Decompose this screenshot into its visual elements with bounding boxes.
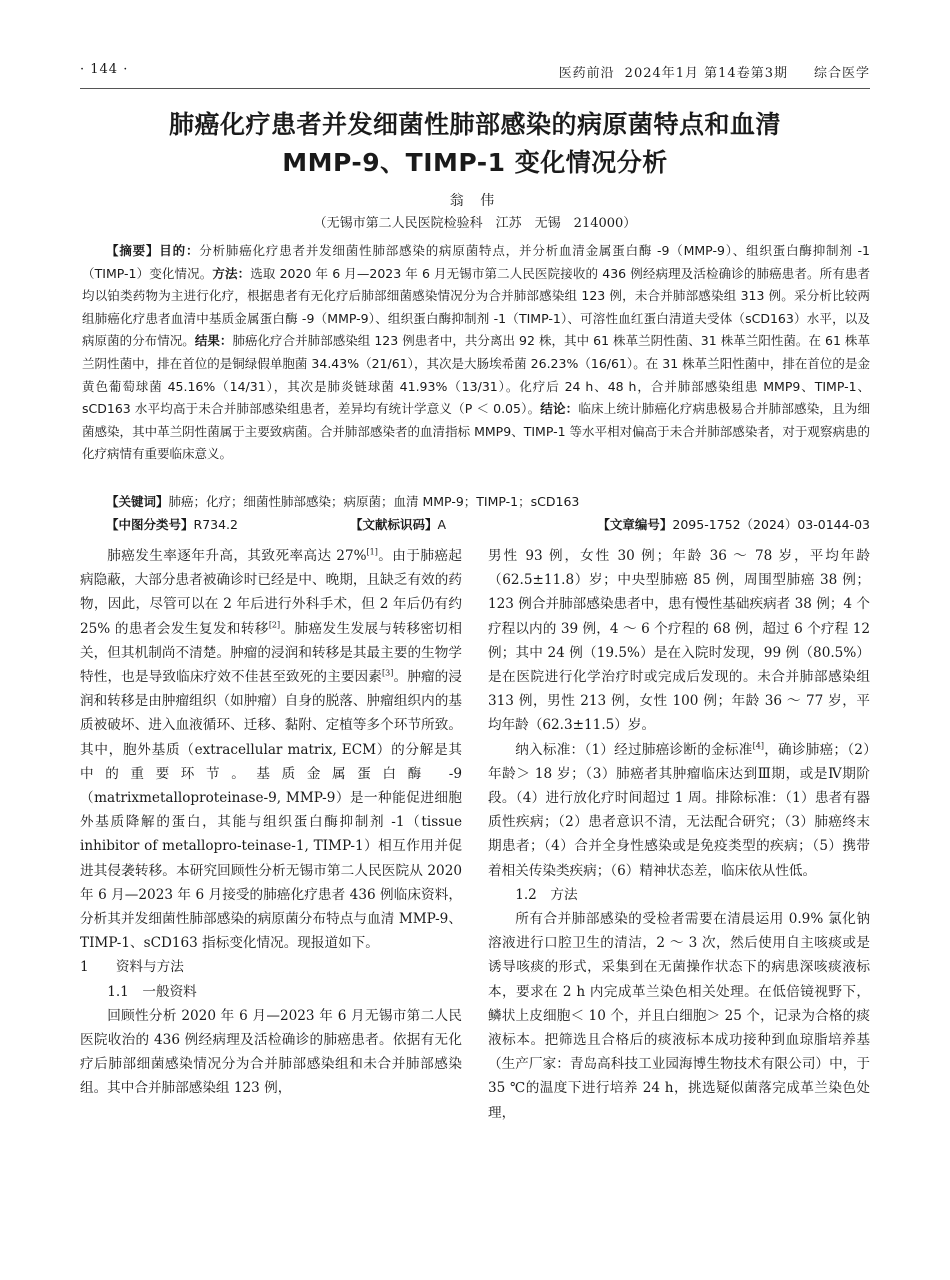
keywords bbox=[106, 492, 870, 510]
method-label: 方法： bbox=[212, 265, 251, 281]
abstract-objective: 分析肺癌化疗患者并发细菌性肺部感染的病原菌特点，并分析血清金属蛋白酶 -9（MMP-9）、组织蛋白酶抑制剂 -1（TIMP-1）变化情况。 bbox=[82, 243, 870, 281]
abstract-method: 选取 2020 年 6 月—2023 年 6 月无锡市第二人民医院接收的 436 例经病理及活检确诊的肺癌患者。所有患者均以铂类药物为主进行化疗，根据患者有无化疗后肺部细菌感染情况分为合并肺部感染组 123 例，未合并肺部感染组 313 例。采分析比较两组肺癌化疗患者血清中基质金属蛋白酶 -9（MMP-9）、组织蛋白酶抑制剂 -1（TIMP-1）、可溶性血红蛋白清道夫受体（sCD163）水平，以及病原菌的分布情况。 bbox=[82, 265, 870, 349]
journal-section: 综合医学 bbox=[813, 66, 870, 81]
keywords-text: 肺癌；化疗；细菌性肺部感染；病原菌；血清 MMP-9；TIMP-1；sCD163 bbox=[168, 494, 580, 509]
abstract-result: 肺癌化疗合并肺部感染组 123 例患者中，共分离出 92 株，其中 61 株革兰阴性菌、31 株革兰阳性菌。在 61 株革兰阴性菌中，排在首位的是铜绿假单胞菌 34.43%（21/61），其次是大肠埃希菌 26.23%（16/61）。在 31 株革兰阳性菌中，排在首位的是金黄色葡萄球菌 45.16%（14/31），其次是肺炎链球菌 41.93%（13/31）。化疗后 24 h、48 h，合并肺部感染组患 MMP9、TIMP-1、sCD163 水平均高于未合并肺部感染组患者，差异均有统计学意义（P ＜ 0.05）。 bbox=[82, 333, 870, 417]
intro-text-4: 。肿瘤的浸润和转移是由肿瘤组织（如肿瘤）自身的脱落、肿瘤组织内的基质被破坏、进入血液循环、迁移、黏附、定植等多个环节所致。其中，胞外基质（extracellular matrix, ECM）的分解是其中的重要环节。基质金属蛋白酶 -9（matrixmetalloproteinase-9, MMP-9）是一种能促进细胞外基质降解的蛋白，其能与组织蛋白酶抑制剂 -1（tissue inhibitor of metallopro-teinase-1, TIMP-1）相互作用并促进其侵袭转移。本研究回顾性分析无锡市第二人民医院从 2020 年 6 月—2023 年 6 月接受的肺癌化疗患者 436 例临床资料，分析其并发细菌性肺部感染的病原菌分布特点与血清 MMP-9、TIMP-1、sCD163 指标变化情况。现报道如下。 bbox=[80, 669, 462, 952]
conclusion-label: 结论： bbox=[540, 401, 579, 417]
clc-label: 【中图分类号】 bbox=[106, 517, 194, 532]
intro-text-3: 。肺癌发生发展与转移密切相关，但其机制尚不清楚。肿瘤的浸润和转移是其最主要的生物学特性，也是导致临床疗效不佳甚至致死的主要因素 bbox=[80, 620, 463, 686]
objective-label: 目的： bbox=[159, 243, 200, 258]
result-label: 结果： bbox=[194, 333, 233, 349]
article-value: 2095-1752（2024）03-0144-03 bbox=[672, 517, 870, 532]
clc-value: R734.2 bbox=[193, 517, 238, 532]
general-data-paragraph: 回顾性分析 2020 年 6 月—2023 年 6 月无锡市第二人民医院收治的 436 例经病理及活检确诊的肺癌患者。依据有无化疗后肺部细菌感染情况分为合并肺部感染组和未合并肺部感染组。其中合并肺部感染组 123 例， bbox=[80, 1007, 462, 1097]
clc-number bbox=[106, 515, 238, 533]
body-left-column bbox=[80, 544, 462, 1101]
criteria-text-2: ，确诊肺癌；（2）年龄＞ 18 岁；（3）肺癌者其肿瘤临床达到Ⅲ期，或是Ⅳ期阶段。（4）进行放化疗时间超过 1 周。排除标准：（1）患者有器质性疾病；（2）患者意识不清，无法配合研究；（3）肺癌终末期患者；（4）合并全身性感染或是免疫类型的疾病；（5）携带着相关传染类疾病；（6）精神状态差，临床依从性低。 bbox=[488, 741, 870, 879]
intro-paragraph bbox=[80, 544, 462, 955]
intro-text-1: 肺癌发生率逐年升高，其致死率高达 27% bbox=[107, 548, 367, 564]
citation-1: [1] bbox=[366, 547, 378, 557]
doc-value: A bbox=[437, 517, 447, 532]
journal-issue: 2024年1月 第14卷第3期 bbox=[624, 66, 788, 81]
article-title bbox=[80, 106, 870, 182]
journal-info bbox=[549, 62, 870, 81]
header-rule bbox=[80, 88, 870, 89]
abstract-conclusion: 临床上统计肺癌化疗病患极易合并肺部感染，且为细菌感染，其中革兰阴性菌属于主要致病菌。合并肺部感染者的血清指标 MMP9、TIMP-1 等水平相对偏高于未合并肺部感染者，对于观察病患的化疗病情有重要临床意义。 bbox=[82, 401, 870, 462]
doc-label: 【文献标识码】 bbox=[350, 517, 438, 532]
keywords-label: 【关键词】 bbox=[106, 494, 169, 509]
abstract-label: 【摘要】 bbox=[106, 243, 160, 258]
article-number bbox=[597, 515, 870, 533]
subsection-heading-1-1: 1.1 一般资料 bbox=[107, 983, 197, 1000]
criteria-text-1: 纳入标准：（1）经过肺癌诊断的金标准 bbox=[515, 741, 753, 758]
journal-name: 医药前沿 bbox=[558, 66, 615, 81]
author: 翁 伟 bbox=[449, 193, 501, 209]
section-heading-1: 1 资料与方法 bbox=[80, 959, 184, 976]
citation-4: [4] bbox=[752, 741, 764, 751]
criteria-paragraph bbox=[488, 738, 870, 883]
running-header bbox=[80, 62, 870, 86]
body-right-column bbox=[488, 544, 870, 1125]
page-number: · 144 · bbox=[80, 62, 129, 77]
method-paragraph: 所有合并肺部感染的受检者需要在清晨运用 0.9% 氯化钠溶液进行口腔卫生的清洁，2 ～ 3 次，然后使用自主咳痰或是诱导咳痰的形式，采集到在无菌操作状态下的病患深咳痰液标本，要求在 2 h 内完成革兰染色相关处理。在低倍镜视野下，鳞状上皮细胞＜ 10 个，并且白细胞＞ 25 个，记录为合格的痰液标本。把筛选且合格后的痰液标本成功接种到血琼脂培养基（生产厂家：青岛高科技工业园海博生物技术有限公司）中，于 35 ℃的温度下进行培养 24 h，挑选疑似菌落完成革兰染色处理， bbox=[488, 911, 870, 1121]
citation-2: [2] bbox=[268, 620, 281, 630]
subsection-heading-1-2: 1.2 方法 bbox=[515, 886, 578, 903]
citation-3: [3] bbox=[382, 668, 394, 678]
intro-text-2: 。由于肺癌起病隐蔽，大部分患者被确诊时已经是中、晚期，且缺乏有效的药物，因此，尽管可以在 2 年后进行外科手术，但 2 年后仍有约 25% 的患者会发生复发和转移 bbox=[80, 548, 462, 637]
general-data-continued: 男性 93 例，女性 30 例；年龄 36 ～ 78 岁，平均年龄（62.5±11.8）岁；中央型肺癌 85 例，周围型肺癌 38 例；123 例合并肺部感染患者中，患有慢性基础疾病者 38 例；4 个疗程以内的 39 例，4 ～ 6 个疗程的 68 例，超过 6 个疗程 12 例；其中 24 例（19.5%）是在入院时发现，99 例（80.5%）是在医院进行化学治疗时或完成后发现的。未合并肺部感染组 313 例，男性 213 例，女性 100 例；年龄 36 ～ 77 岁，平均年龄（62.3±11.5）岁。 bbox=[488, 548, 870, 734]
classification-line bbox=[106, 515, 870, 533]
article-label: 【文章编号】 bbox=[597, 517, 673, 532]
title-line-2: MMP-9、TIMP-1 变化情况分析 bbox=[282, 148, 668, 177]
abstract bbox=[82, 240, 870, 466]
title-line-1: 肺癌化疗患者并发细菌性肺部感染的病原菌特点和血清 bbox=[168, 110, 781, 139]
affiliation: （无锡市第二人民医院检验科 江苏 无锡 214000） bbox=[313, 216, 637, 231]
doc-code bbox=[350, 515, 446, 533]
